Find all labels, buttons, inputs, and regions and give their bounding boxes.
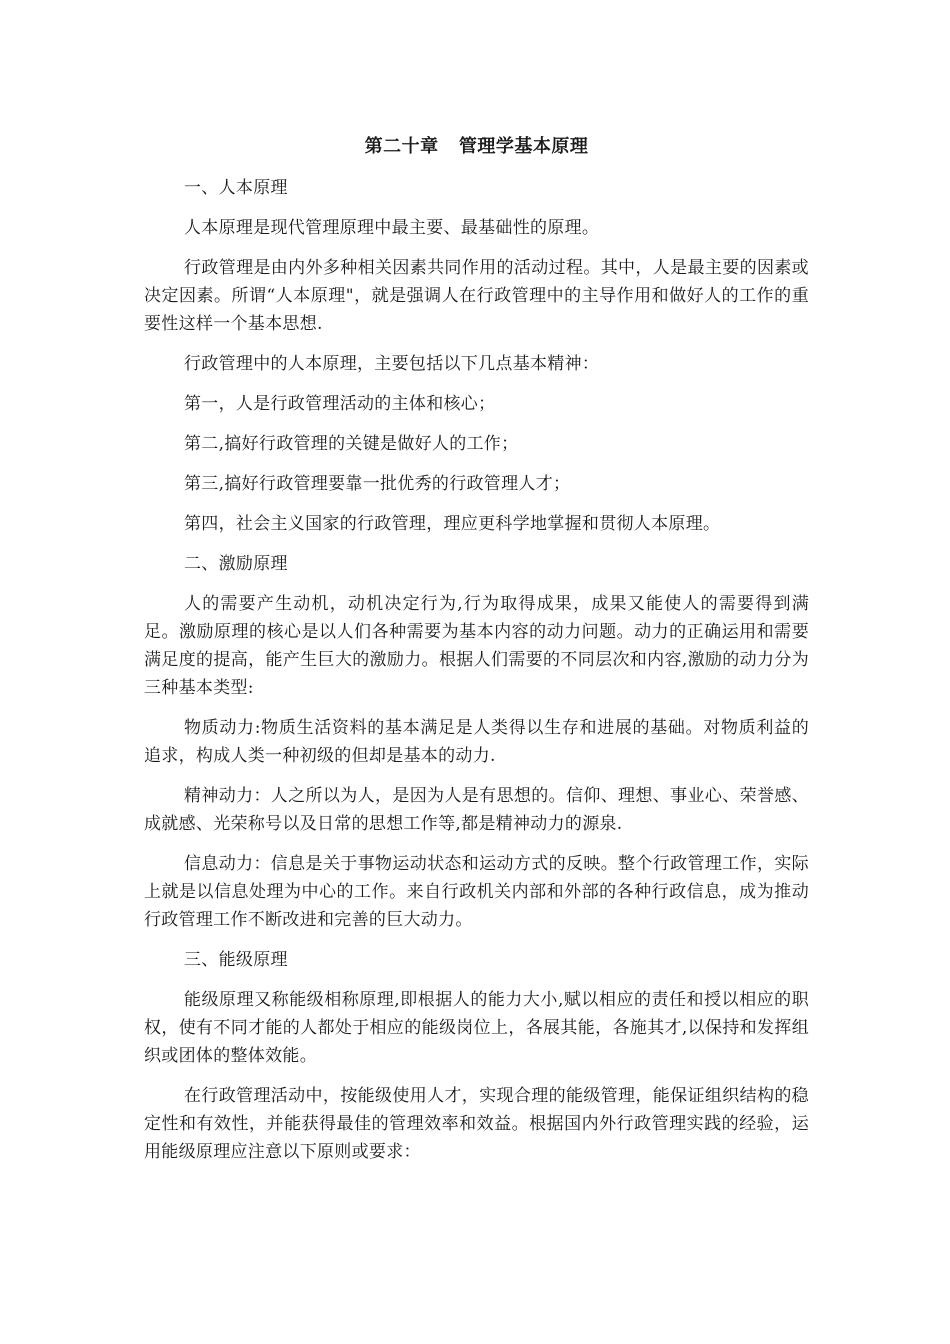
- list-item-point-4: 第四，社会主义国家的行政管理，理应更科学地掌握和贯彻人本原理。: [184, 514, 721, 534]
- list-item-point-1: 第一，人是行政管理活动的主体和核心；: [184, 394, 496, 414]
- chapter-title: 第二十章 管理学基本原理: [364, 136, 589, 157]
- list-item-point-2: 第二,搞好行政管理的关键是做好人的工作；: [184, 434, 519, 454]
- section-heading-2: 二、激励原理: [184, 554, 288, 574]
- paragraph-material-motivation: 物质动力:物质生活资料的基本满足是人类得以生存和进展的基础。对物质利益的追求，构成人类一种初级的但却是基本的动力.: [144, 718, 809, 766]
- paragraph: 行政管理是由内外多种相关因素共同作用的活动过程。其中，人是最主要的因素或决定因素。所谓“人本原理"，就是强调人在行政管理中的主导作用和做好人的工作的重要性这样一个基本思想.: [144, 258, 809, 334]
- paragraph: 能级原理又称能级相称原理,即根据人的能力大小,赋以相应的责任和授以相应的职权，使有不同才能的人都处于相应的能级岗位上，各展其能，各施其才,以保持和发挥组织或团体的整体效能。: [144, 990, 809, 1066]
- paragraph: 在行政管理活动中，按能级使用人才，实现合理的能级管理，能保证组织结构的稳定性和有效性，并能获得最佳的管理效率和效益。根据国内外行政管理实践的经验，运用能级原理应注意以下原则或要求：: [144, 1086, 809, 1162]
- section-heading-3: 三、能级原理: [184, 950, 288, 970]
- paragraph: 行政管理中的人本原理，主要包括以下几点基本精神：: [184, 354, 600, 374]
- paragraph-information-motivation: 信息动力：信息是关于事物运动状态和运动方式的反映。整个行政管理工作，实际上就是以信息处理为中心的工作。来自行政机关内部和外部的各种行政信息，成为推动行政管理工作不断改进和完善的巨大动力。: [144, 854, 809, 930]
- paragraph: 人本原理是现代管理原理中最主要、最基础性的原理。: [184, 218, 600, 238]
- list-item-point-3: 第三,搞好行政管理要靠一批优秀的行政管理人才；: [184, 474, 571, 494]
- paragraph: 人的需要产生动机，动机决定行为,行为取得成果，成果又能使人的需要得到满足。激励原理的核心是以人们各种需要为基本内容的动力问题。动力的正确运用和需要满足度的提高，能产生巨大的激励力。根据人们需要的不同层次和内容,激励的动力分为三种基本类型:: [144, 594, 809, 698]
- paragraph-spiritual-motivation: 精神动力：人之所以为人，是因为人是有思想的。信仰、理想、事业心、荣誉感、成就感、光荣称号以及日常的思想工作等,都是精神动力的源泉.: [144, 786, 809, 834]
- section-heading-1: 一、人本原理: [184, 178, 288, 198]
- document-body: [144, 132, 809, 1178]
